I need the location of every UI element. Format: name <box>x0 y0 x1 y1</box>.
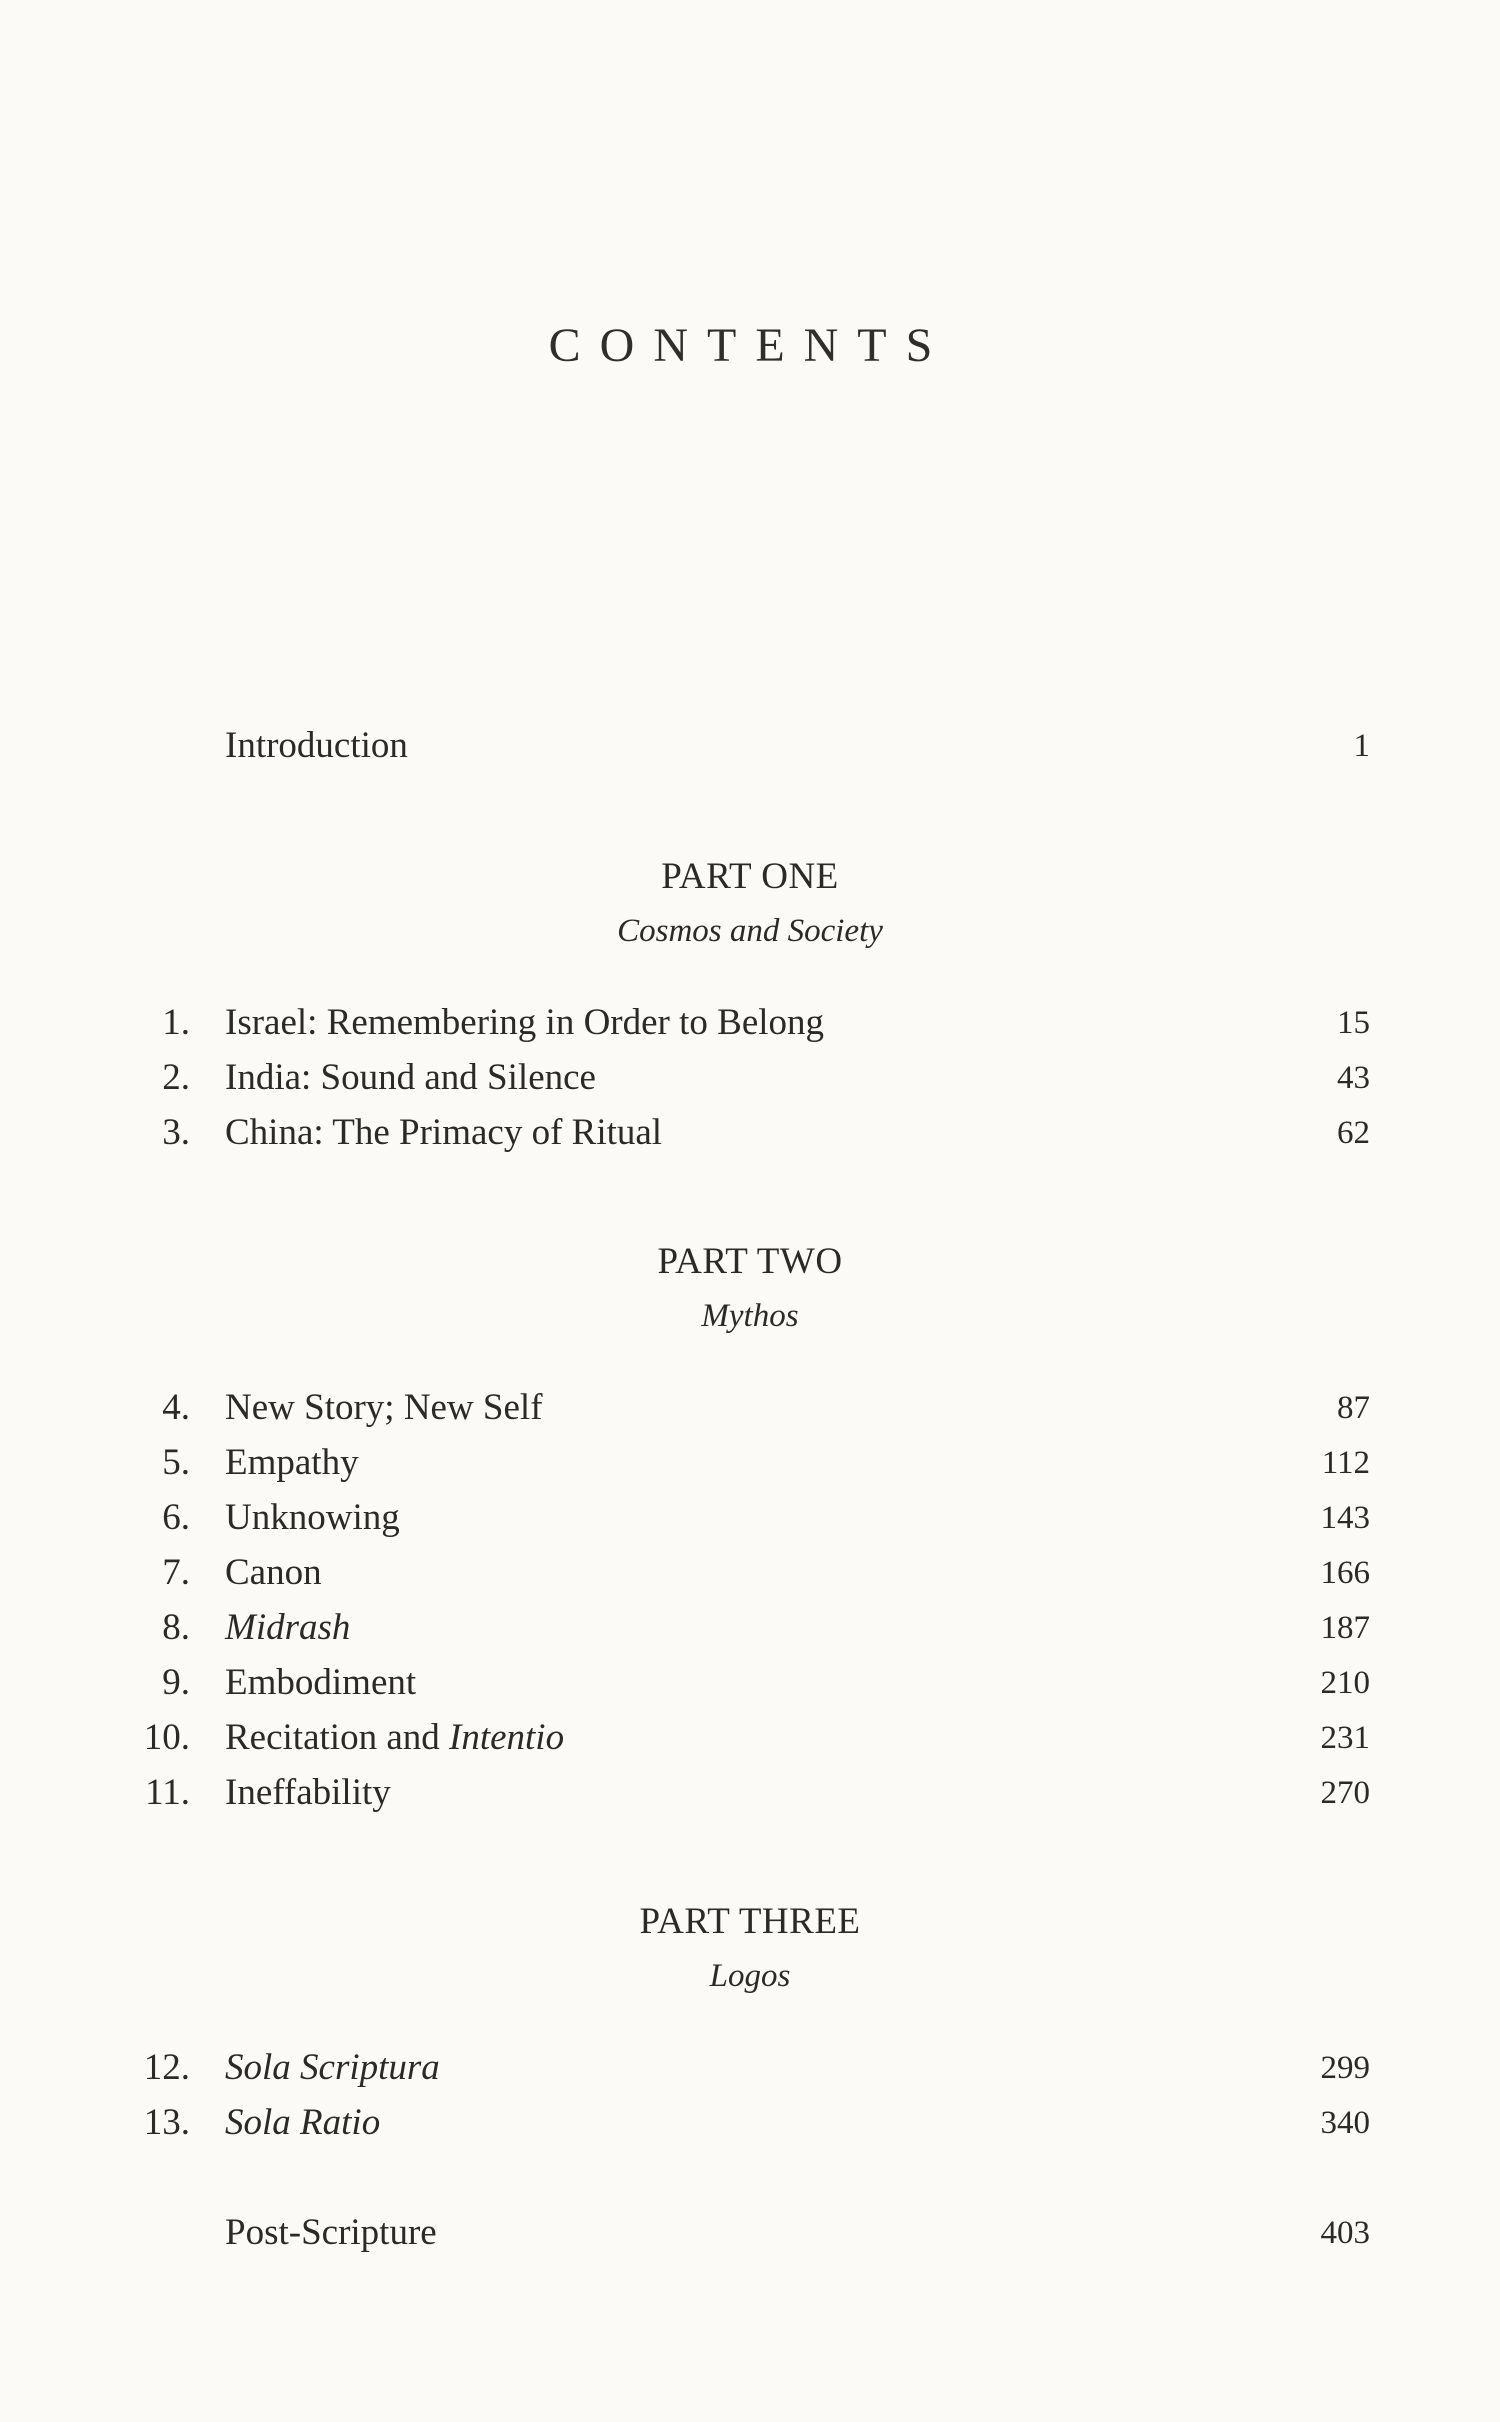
chapter-page-number: 87 <box>1337 1390 1370 1426</box>
toc-entry-introduction[interactable] <box>0 718 1500 774</box>
chapter-title <box>225 1710 564 1766</box>
chapter-title: Empathy <box>225 1442 359 1483</box>
toc-entry-chapter-10[interactable] <box>0 1710 1500 1766</box>
toc-entry-chapter-6[interactable] <box>0 1490 1500 1546</box>
chapter-title: Ineffability <box>225 1772 391 1813</box>
chapter-title: New Story; New Self <box>225 1387 543 1428</box>
chapter-number: 5. <box>162 1442 190 1483</box>
toc-entry-chapter-9[interactable] <box>0 1655 1500 1711</box>
chapter-title: China: The Primacy of Ritual <box>225 1112 663 1153</box>
chapter-number: 3. <box>162 1112 190 1153</box>
chapter-number: 11. <box>145 1772 190 1813</box>
chapter-number: 4. <box>162 1387 190 1428</box>
chapter-page-number: 340 <box>1320 2105 1370 2141</box>
toc-entry-chapter-4[interactable] <box>0 1380 1500 1436</box>
entry-page-number: 403 <box>1320 2215 1370 2251</box>
part-subtitle: Cosmos and Society <box>617 913 883 949</box>
chapter-page-number: 210 <box>1320 1665 1370 1701</box>
part-title: PART ONE <box>661 856 839 897</box>
part-title: PART THREE <box>639 1901 861 1942</box>
chapter-title: India: Sound and Silence <box>225 1057 596 1098</box>
part-title: PART TWO <box>657 1241 843 1282</box>
chapter-number: 1. <box>162 1002 190 1043</box>
chapter-number: 12. <box>143 2047 190 2088</box>
chapter-page-number: 15 <box>1337 1005 1370 1041</box>
chapter-page-number: 43 <box>1337 1060 1370 1096</box>
chapter-page-number: 112 <box>1321 1445 1370 1481</box>
chapter-title: Unknowing <box>225 1497 400 1538</box>
chapter-number: 6. <box>162 1497 190 1538</box>
toc-entry-chapter-5[interactable] <box>0 1435 1500 1491</box>
chapter-title: Sola Scriptura <box>225 2047 440 2088</box>
toc-entry-chapter-12[interactable] <box>0 2040 1500 2096</box>
chapter-page-number: 231 <box>1320 1720 1370 1756</box>
chapter-page-number: 187 <box>1320 1610 1370 1646</box>
entry-label: Post-Scripture <box>225 2212 437 2253</box>
chapter-page-number: 62 <box>1337 1115 1370 1151</box>
chapter-title: Midrash <box>225 1607 351 1648</box>
chapter-title-roman: Recitation and <box>225 1717 440 1758</box>
part-two-heading <box>0 1237 1500 1341</box>
part-subtitle: Logos <box>709 1958 791 1994</box>
part-one-heading <box>0 852 1500 956</box>
chapter-title: Embodiment <box>225 1662 417 1703</box>
toc-entry-post-scripture[interactable] <box>0 2205 1500 2261</box>
part-subtitle: Mythos <box>701 1298 799 1334</box>
toc-entry-chapter-13[interactable] <box>0 2095 1500 2151</box>
toc-entry-chapter-7[interactable] <box>0 1545 1500 1601</box>
chapter-title-italic: Intentio <box>449 1717 565 1758</box>
chapter-title: Canon <box>225 1552 322 1593</box>
chapter-page-number: 166 <box>1320 1555 1370 1591</box>
toc-entry-chapter-1[interactable] <box>0 995 1500 1051</box>
chapter-number: 13. <box>143 2102 190 2143</box>
toc-entry-chapter-2[interactable] <box>0 1050 1500 1106</box>
chapter-page-number: 143 <box>1320 1500 1370 1536</box>
toc-entry-chapter-8[interactable] <box>0 1600 1500 1656</box>
chapter-number: 7. <box>162 1552 190 1593</box>
part-three-heading <box>0 1897 1500 2001</box>
chapter-title: Israel: Remembering in Order to Belong <box>225 1002 825 1043</box>
chapter-number: 2. <box>162 1057 190 1098</box>
chapter-title: Sola Ratio <box>225 2102 381 2143</box>
toc-entry-chapter-11[interactable] <box>0 1765 1500 1821</box>
chapter-page-number: 270 <box>1320 1775 1370 1811</box>
chapter-page-number: 299 <box>1320 2050 1370 2086</box>
chapter-number: 9. <box>162 1662 190 1703</box>
chapter-number: 10. <box>143 1717 190 1758</box>
entry-label: Introduction <box>225 725 408 766</box>
contents-heading: CONTENTS <box>548 319 952 372</box>
toc-entry-chapter-3[interactable] <box>0 1105 1500 1161</box>
entry-page-number: 1 <box>1353 728 1370 764</box>
chapter-number: 8. <box>162 1607 190 1648</box>
